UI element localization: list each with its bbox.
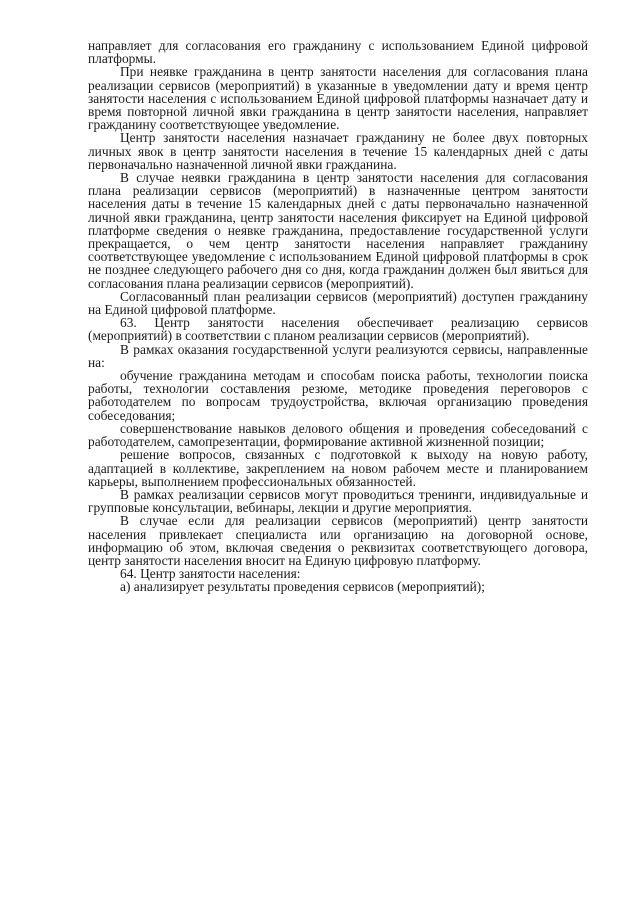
- paragraph-repeat-appearances-limit: Центр занятости населения назначает гражданину не более двух повторных личных явок в центр занятости населения в течение 15 календарных дней с даты первоначально назначенной личной явки гражданина.: [88, 130, 588, 172]
- paragraph-contracted-specialist: В случае если для реализации сервисов (мероприятий) центр занятости населения привлекает специалиста или организацию на договорной основе, информацию об этом, включая сведения о реквизитах соответствующего договора, центр занятости населения вносит на Единую цифровую платформу.: [88, 513, 588, 568]
- paragraph-service-communication-skills: совершенствование навыков делового общения и проведения собеседований с работодателем, самопрезентации, формирование активной жизненной позиции;: [88, 420, 588, 450]
- document-body: [88, 39, 588, 594]
- paragraph-service-termination: В случае неявки гражданина в центр занятости населения для согласования плана реализации сервисов (мероприятий) в назначенные центром занятости населения даты в течение 15 календарных дней с даты первоначально назначенной личной явки гражданина, центр занятости населения фиксирует на Единой цифровой платформе сведения о неявке гражданина, предоставление государственной услуги прекращается, о чем центр занятости населения направляет гражданину соответствующее уведомление с использованием Единой цифровой платформы в срок не позднее следующего рабочего дня со дня, когда гражданин должен был явиться для согласования плана реализации сервисов (мероприятий).: [88, 170, 588, 291]
- paragraph-continuation: направляет для согласования его гражданину с использованием Единой цифровой платформы.: [88, 38, 588, 67]
- paragraph-item-63: 63. Центр занятости населения обеспечивает реализацию сервисов (мероприятий) в соответствии с планом реализации сервисов (мероприятий).: [88, 315, 588, 344]
- paragraph-item-64: 64. Центр занятости населения:: [120, 566, 301, 582]
- paragraph-item-64a: а) анализирует результаты проведения сервисов (мероприятий);: [120, 579, 485, 595]
- paragraph-plan-availability: Согласованный план реализации сервисов (мероприятий) доступен гражданину на Единой цифровой платформе.: [88, 288, 588, 318]
- paragraph-service-adaptation: решение вопросов, связанных с подготовкой к выходу на новую работу, адаптацией в коллективе, закреплением на новом рабочем месте и планированием карьеры, выполнением профессиональных обязанностей.: [88, 447, 588, 489]
- paragraph-nonappearance-rescheduling: При неявке гражданина в центр занятости населения для согласования плана реализации сервисов (мероприятий) в указанные в уведомлении дату и время центр занятости населения с использованием Единой цифровой платформы назначает дату и время повторной личной явки гражданина в центр занятости населения, направляет гражданину соответствующее уведомление.: [88, 64, 588, 133]
- paragraph-services-intro: В рамках оказания государственной услуги реализуются сервисы, направленные на:: [88, 341, 588, 370]
- paragraph-service-job-search-training: обучение гражданина методам и способам поиска работы, технологии поиска работы, технологии составления резюме, методике проведения переговоров с работодателем по вопросам трудоустройства, включая организацию проведения собеседования;: [88, 368, 588, 423]
- paragraph-trainings-consultations: В рамках реализации сервисов могут проводиться тренинги, индивидуальные и групповые консультации, вебинары, лекции и другие мероприятия.: [88, 486, 588, 516]
